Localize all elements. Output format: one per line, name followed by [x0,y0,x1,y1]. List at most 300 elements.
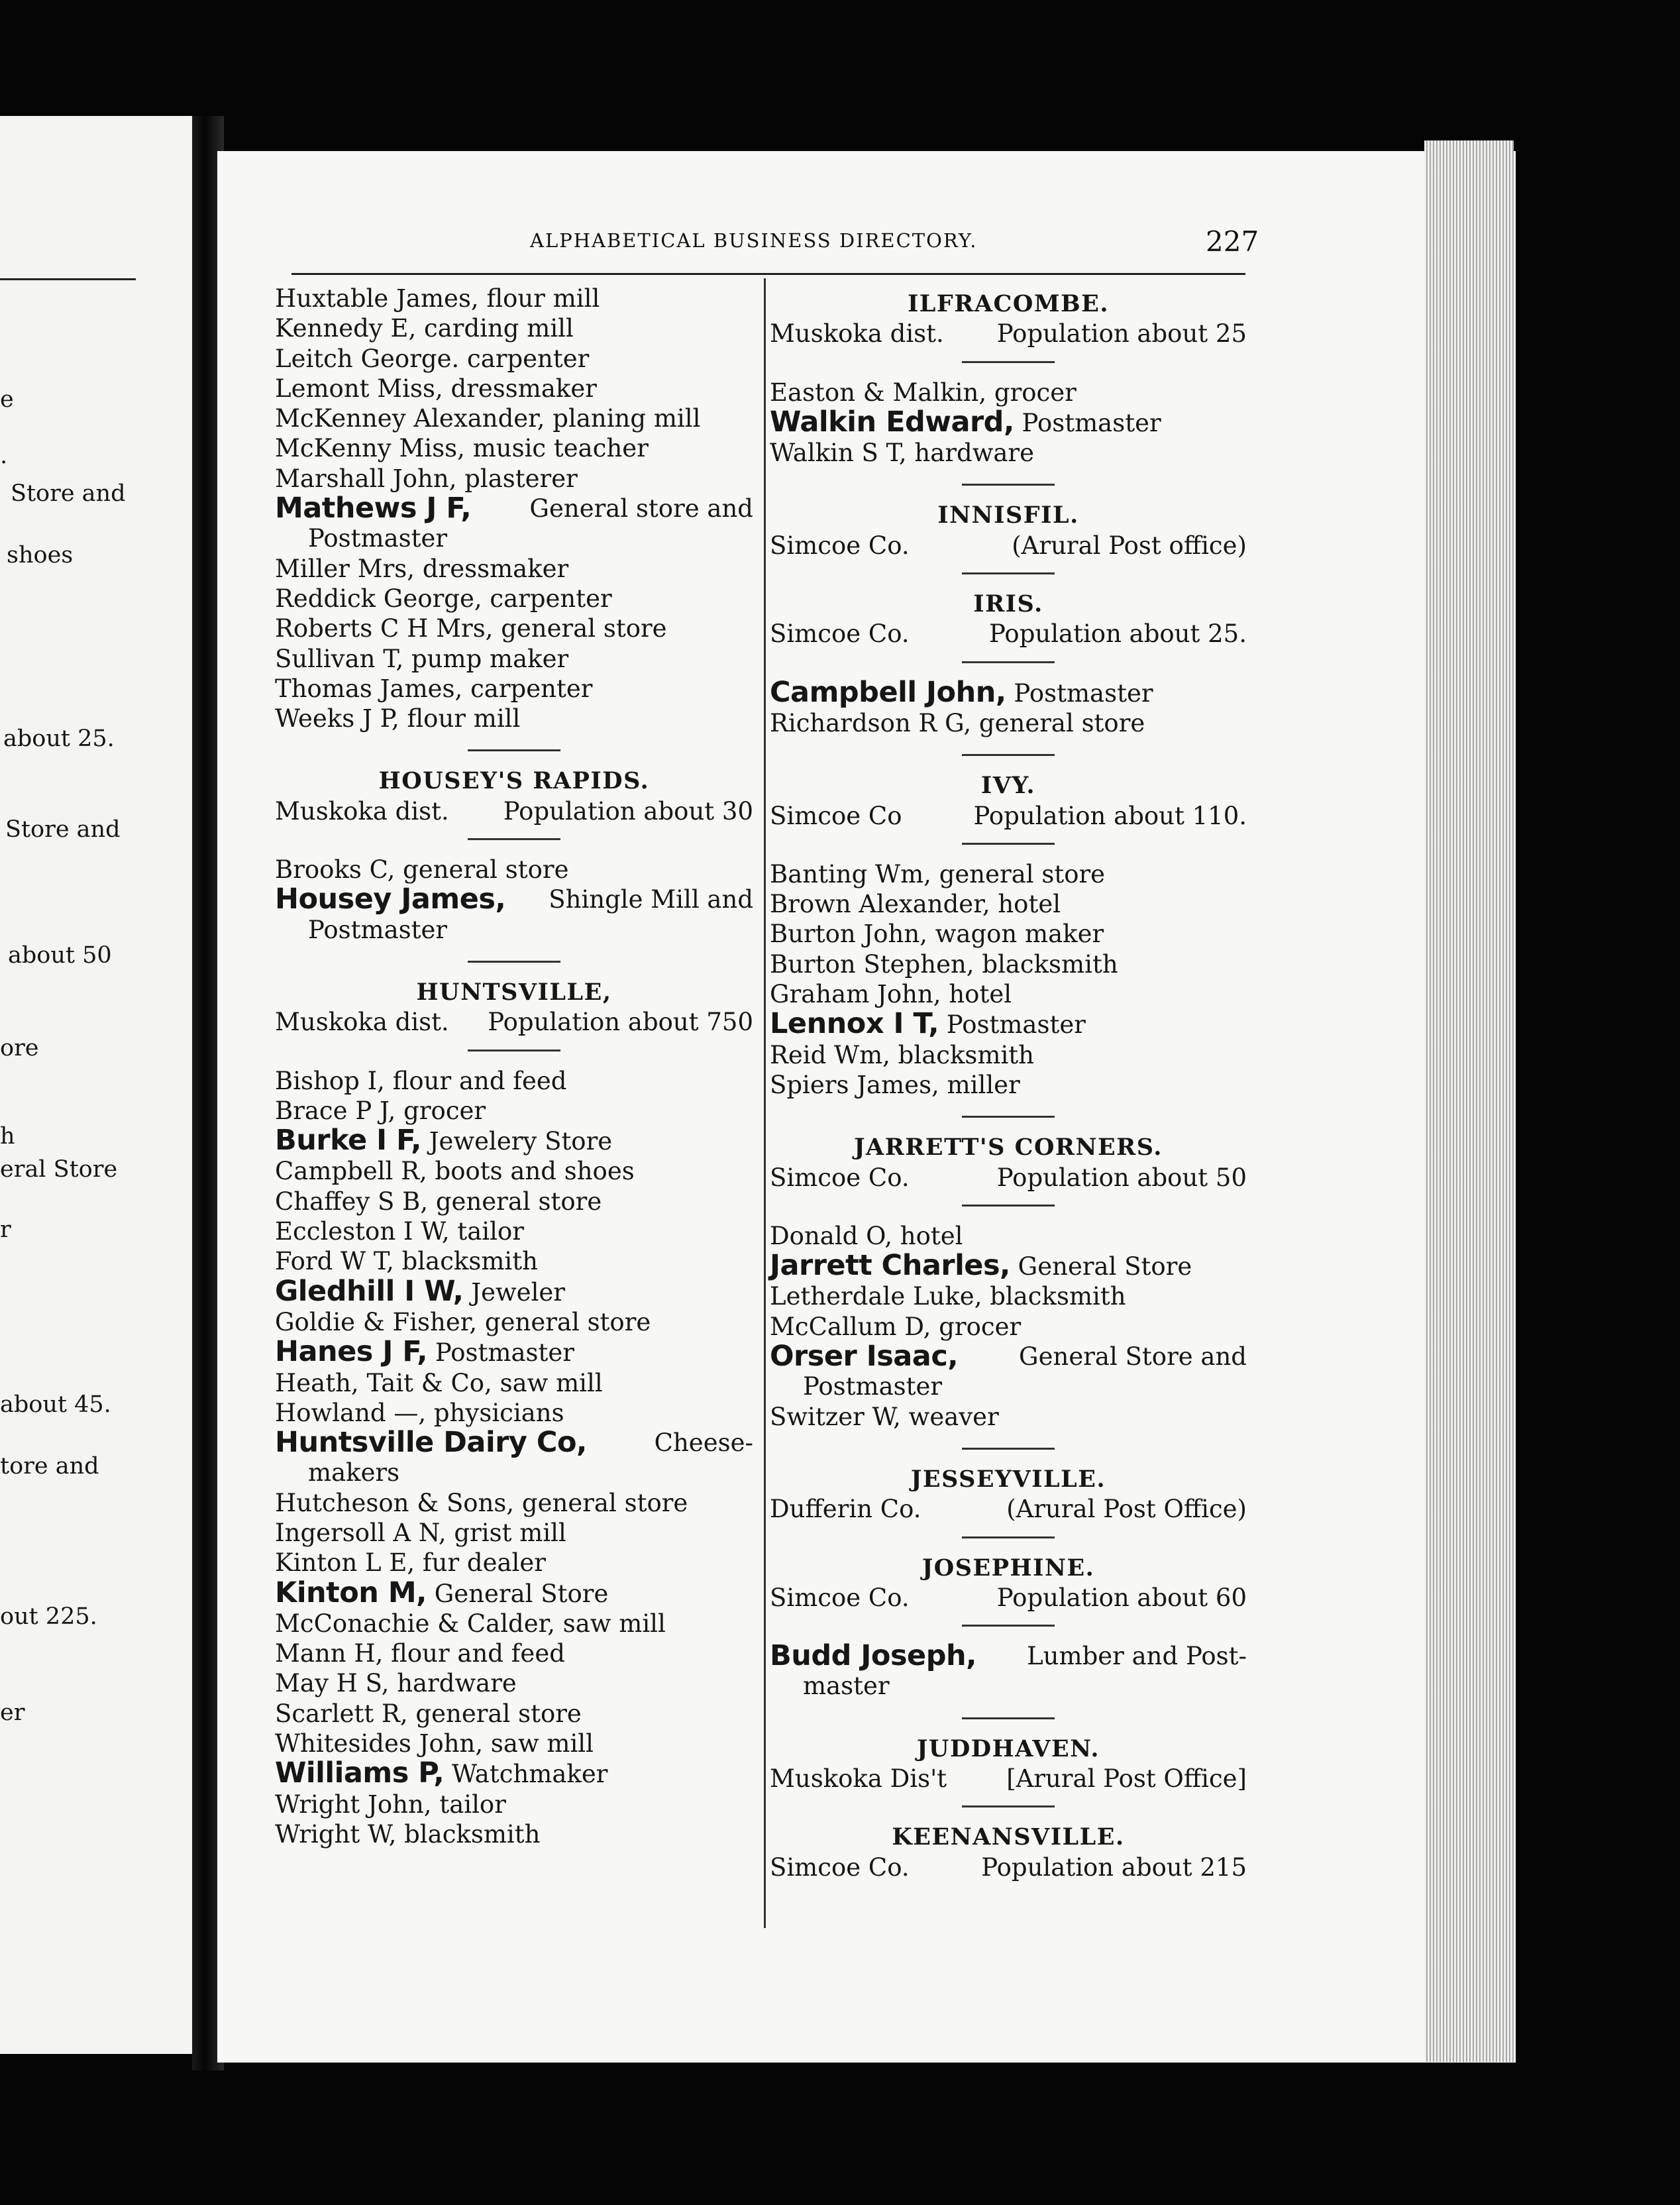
population: Population about 60 [996,1583,1247,1612]
directory-entry [275,1668,753,1698]
entry-line [275,374,597,403]
entry-line [275,1489,688,1517]
entry-description: general store [428,1187,602,1216]
population: Population about 25 [996,319,1247,349]
entry-line [275,1729,594,1758]
entry-description: General store and [521,494,753,523]
entry-name: Switzer W, [770,1402,901,1431]
directory-entry [770,378,1247,407]
entry-description: saw mill [483,1729,594,1758]
entry-description: blacksmith [396,1819,541,1849]
entry-name: Miller Mrs, [275,554,415,583]
entry-description: general store [407,1699,582,1728]
town-info [770,1494,1247,1524]
left-page-rule [0,278,136,280]
directory-entry [770,675,1247,709]
entry-name: Weeks J P, [275,704,399,733]
directory-entry [275,1368,753,1398]
entry-name: Letherdale Luke, [770,1282,982,1311]
entry-description: flour and feed [384,1066,567,1095]
directory-entry [275,1066,753,1096]
directory-entry [770,1312,1247,1342]
directory-entry [275,1274,753,1308]
entry-description: Lumber and Post- [1019,1642,1247,1671]
entry-continuation: Postmaster [308,915,448,944]
entry-name: Bishop I, [275,1066,385,1095]
separator-rule [962,1205,1055,1207]
directory-entry [275,344,753,374]
directory-entry [275,1518,753,1548]
entry-description: General Store [1010,1252,1192,1281]
county: Dufferin Co. [770,1495,921,1524]
entry-line [275,314,574,343]
entry-name-bold: Hanes J F, [275,1335,428,1369]
left-page-fragment: r [0,1216,11,1243]
entry-description: general store [931,859,1106,888]
separator-rule [962,754,1055,756]
entry-line [275,1335,574,1369]
town-info [770,801,1247,831]
directory-entry [275,644,753,674]
entry-description: Postmaster [427,1338,574,1368]
entry-line [770,1313,1021,1341]
population: [Arural Post Office] [1006,1764,1247,1793]
population: Population about 50 [996,1163,1247,1192]
entry-line [275,855,569,884]
directory-entry [275,1578,753,1609]
entry-line [275,645,568,673]
entry-list [770,1641,1247,1701]
entry-line [275,1548,546,1577]
separator-rule [962,1805,1055,1807]
entry-description: Jeweler [463,1277,565,1307]
directory-entry [770,1009,1247,1040]
entry-line [275,1217,524,1246]
population: Population about 110. [973,801,1247,830]
entry-line [275,584,612,613]
directory-entry [275,1307,753,1337]
directory-entry [275,1609,753,1639]
entry-description: hardware [906,439,1035,468]
entry-description: blacksmith [982,1282,1126,1311]
directory-entry [275,584,753,614]
entry-name: Kinton L E, [275,1548,415,1578]
directory-entry [275,1548,753,1578]
entry-description: General Store and [1011,1342,1247,1371]
town-heading: IRIS. [973,590,1043,618]
population: (Arural Post office) [1012,531,1247,560]
entry-description: flour and feed [383,1639,565,1668]
town-heading: IVY. [980,772,1036,800]
separator-rule [962,484,1055,486]
entry-line [770,860,1105,888]
directory-entry [770,889,1247,919]
entry-line [770,1071,1020,1099]
left-page-fragment: shoes [7,542,74,568]
entry-description: tailor [449,1217,524,1246]
entry-name: Wright W, [275,1819,397,1849]
entry-name: Brooks C, [275,855,395,885]
county: Simcoe Co. [770,619,910,649]
left-page-fragment: er [0,1699,25,1726]
entry-name: Lemont Miss, [275,374,443,403]
column-divider [764,278,766,1928]
entry-line [770,1041,1034,1069]
entry-name-bold: Housey James, [275,883,506,916]
entry-name-bold: Lennox I T, [770,1007,939,1041]
entry-description: weaver [900,1402,999,1431]
entry-line [770,1249,1192,1283]
entry-line [275,1097,486,1125]
entry-name: May H S, [275,1669,390,1698]
entry-description: grocer [931,1312,1022,1341]
town-info [275,1007,753,1037]
entry-name: Banting Wm, [770,859,931,888]
entry-name-bold: Campbell John, [770,675,1006,709]
entry-name: McKenney Alexander, [275,404,545,433]
entry-line [770,378,1076,407]
entry-name: Heath, Tait & Co, [275,1368,492,1397]
entry-description: wagon maker [927,920,1104,949]
entry-line [275,1124,613,1157]
left-page-fragment: out 225. [0,1603,97,1630]
entry-continuation: master [803,1672,890,1701]
entry-line [275,404,700,433]
separator-rule [962,1448,1055,1450]
directory-entry [275,1790,753,1819]
left-page-fragment: eral Store [0,1156,118,1183]
population: Population about 215 [981,1853,1247,1882]
entry-name: Walkin S T, [770,439,907,468]
directory-entry [275,433,753,463]
directory-entry [770,407,1247,438]
entry-line [275,555,568,583]
directory-entry [275,403,753,433]
directory-entry [275,494,753,554]
entry-name: Richardson R G, [770,708,972,737]
entry-description: blacksmith [890,1040,1035,1069]
entry-line [275,704,520,733]
separator-rule [962,361,1055,363]
directory-entry [275,1246,753,1276]
town-heading: JOSEPHINE. [921,1554,1095,1582]
entry-name: Leitch George. [275,344,460,373]
page-number: 227 [1206,225,1259,258]
directory-entry [275,1639,753,1668]
separator-rule [962,661,1055,663]
right-column [770,284,1247,1882]
directory-entry [770,919,1247,949]
town-heading: JESSEYVILLE. [910,1465,1106,1493]
page-edges [1424,140,1514,2062]
directory-entry [275,1156,753,1186]
directory-entry [770,1040,1247,1070]
entry-name: Roberts C H Mrs, [275,614,494,643]
town-info [770,1764,1247,1794]
county: Simcoe Co. [770,1853,910,1882]
entry-line [275,614,667,643]
entry-name: Reid Wm, [770,1040,890,1069]
entry-name: Burton John, [770,920,927,949]
entry-name-bold: Huntsville Dairy Co, [275,1426,587,1460]
entry-description: saw mill [492,1368,603,1397]
entry-description: blacksmith [394,1247,538,1276]
entry-line [275,434,649,462]
entry-line [770,1282,1126,1311]
separator-rule [468,1049,560,1051]
directory-entry [275,1699,753,1729]
entry-name-bold: Jarrett Charles, [770,1249,1010,1283]
town-heading: INNISFIL. [937,502,1079,529]
entry-name: McCallum D, [770,1312,931,1341]
entry-line [275,284,600,313]
town-info [275,796,753,826]
entry-description: Shingle Mill and [541,885,753,914]
entry-description: carpenter [482,584,612,613]
entry-line [770,675,1153,709]
entry-description: general store [971,708,1145,737]
entry-name: Howland —, [275,1398,427,1427]
entry-name: Campbell R, [275,1157,427,1186]
entry-description: grist mill [446,1518,566,1547]
entry-line [770,439,1034,467]
town-info [770,1853,1247,1882]
directory-entry [275,1398,753,1428]
entry-name: Burton Stephen, [770,949,974,979]
directory-entry [770,859,1247,889]
entry-description: Postmaster [1014,408,1161,437]
entry-name: Sullivan T, [275,644,404,673]
entry-name: Ford W T, [275,1247,394,1276]
directory-entry [275,1758,753,1789]
entry-line [770,920,1104,948]
entry-line [770,709,1145,737]
entry-line [275,345,589,373]
directory-entry [770,708,1247,738]
entry-name: Marshall John, [275,464,457,493]
entry-description: hotel [892,1221,963,1250]
entry-name-bold: Walkin Edward, [770,405,1014,439]
entry-line [275,1820,540,1849]
left-page-fragment: h [0,1123,15,1150]
entry-description: dressmaker [415,554,569,583]
population: Population about 25. [989,619,1247,649]
entry-description: flour mill [478,284,600,313]
county: Muskoka dist. [275,1008,449,1037]
entry-name: Kennedy E, [275,314,417,343]
directory-entry [770,1221,1247,1251]
directory-entry [275,554,753,584]
entry-description: carpenter [462,674,593,703]
directory-entry [770,949,1247,979]
entry-name-bold: Budd Joseph, [770,1639,976,1673]
left-page-fragment: e [0,386,14,413]
separator-rule [962,1625,1055,1627]
entry-name-bold: Kinton M, [275,1576,427,1609]
entry-description: boots and shoes [427,1157,635,1186]
entry-description: Watchmaker [444,1760,608,1789]
directory-entry [275,704,753,733]
entry-line [275,1609,666,1638]
separator-rule [962,1116,1055,1118]
entry-name: Mann H, [275,1639,384,1668]
directory-entry [770,1641,1247,1701]
entry-description: hardware [389,1669,517,1698]
entry-line [275,494,753,523]
entry-list [770,859,1247,1100]
entry-line [275,464,578,493]
entry-list [275,1066,753,1850]
entry-description: miller [939,1070,1020,1099]
left-page-fragment: about 50 [8,942,112,969]
directory-entry [275,1216,753,1246]
directory-entry [770,1281,1247,1311]
entry-description: saw mill [555,1609,666,1638]
entry-description: physicians [426,1398,564,1427]
directory-entry [275,284,753,313]
entry-list [770,378,1247,468]
directory-entry [275,1488,753,1518]
entry-description: hotel [941,980,1012,1009]
left-page-fragment: about 45. [0,1391,111,1418]
entry-name: Spiers James, [770,1070,939,1099]
entry-description: hotel [990,890,1061,919]
entry-line [275,1274,565,1308]
entry-description: plasterer [456,464,578,493]
entry-line [275,1639,565,1668]
left-page-fragment: tore and [0,1453,99,1479]
directory-entry [275,464,753,494]
entry-line [275,1699,582,1728]
entry-name: McConachie & Calder, [275,1609,555,1638]
entry-description: carpenter [459,344,590,373]
town-info [770,1583,1247,1613]
entry-line [770,1342,1247,1371]
left-page-fragment: Store and [11,480,126,507]
entry-description: grocer [986,378,1076,407]
entry-name: Thomas James, [275,674,463,703]
town-info [770,619,1247,649]
left-page-fragment: about 25. [3,726,115,752]
entry-description: Cheese- [646,1428,753,1458]
county: Simcoe Co [770,801,902,830]
entry-description: general store [477,1307,651,1336]
county: Muskoka Dis't [770,1764,947,1793]
entry-continuation: makers [308,1458,400,1487]
entry-line [275,1067,566,1095]
town-info [770,319,1247,349]
entry-description: carding mill [416,314,574,343]
separator-rule [468,749,560,751]
entry-description: tailor [431,1790,506,1819]
entry-name-bold: Gledhill I W, [275,1274,464,1308]
entry-line [275,885,753,914]
separator-rule [962,572,1055,574]
entry-description: General Store [426,1579,609,1608]
population: (Arural Post Office) [1006,1495,1247,1524]
entry-description: general store [395,855,569,885]
directory-entry [275,1187,753,1216]
directory-entry [275,313,753,343]
entry-line [770,1222,963,1250]
entry-description: music teacher [464,434,649,463]
directory-entry [770,1402,1247,1432]
separator-rule [962,1717,1055,1719]
entry-list [275,855,753,945]
entry-name: Wright John, [275,1790,432,1819]
directory-entry [770,1342,1247,1402]
directory-entry [275,1337,753,1368]
directory-entry [770,979,1247,1009]
entry-name: Eccleston I W, [275,1217,450,1246]
entry-line [770,1007,1086,1041]
separator-rule [962,1536,1055,1538]
entry-description: pump maker [403,644,569,673]
town-info [770,531,1247,561]
entry-description: Postmaster [1006,678,1153,708]
entry-name: Graham John, [770,980,941,1009]
county: Simcoe Co. [770,531,910,560]
county: Muskoka dist. [770,319,944,349]
separator-rule [962,843,1055,845]
entry-description: blacksmith [974,949,1118,979]
town-heading: JUDDHAVEN. [916,1735,1100,1762]
population: Population about 30 [503,796,753,826]
directory-entry [275,885,753,945]
entry-description: Jewelery Store [421,1127,613,1156]
entry-description: planing mill [545,404,701,433]
entry-line [770,890,1061,918]
entry-name: Donald O, [770,1221,893,1250]
entry-list-continued [275,284,753,733]
running-header: ALPHABETICAL BUSINESS DIRECTORY. [530,229,978,252]
separator-rule [468,838,560,840]
entry-line [275,674,592,703]
entry-line [275,1428,753,1458]
entry-continuation: Postmaster [803,1372,943,1401]
entry-line [275,1369,603,1397]
left-page-fragment: . [0,443,8,469]
left-column [275,284,753,1849]
directory-entry [275,1126,753,1156]
entry-name-bold: Mathews J F, [275,492,472,525]
entry-description: dressmaker [443,374,597,403]
left-page-fragment: ore [0,1035,39,1061]
directory-entry [275,674,753,704]
entry-line [275,1576,609,1609]
entry-name: Goldie & Fisher, [275,1307,478,1336]
left-page-fragment: Store and [5,816,121,843]
separator-rule [468,961,560,963]
county: Simcoe Co. [770,1583,910,1612]
directory-entry [275,1729,753,1758]
population: Population about 750 [488,1008,753,1037]
entry-name: Reddick George, [275,584,482,613]
entry-line [275,1157,635,1185]
entry-description: fur dealer [415,1548,546,1578]
directory-entry [770,1251,1247,1281]
county: Simcoe Co. [770,1163,910,1192]
entry-name: Brown Alexander, [770,890,990,919]
entry-name: Chaffey S B, [275,1187,429,1216]
entry-line [770,1403,999,1431]
entry-line [275,1247,538,1275]
directory-entry [275,1819,753,1849]
entry-line [770,980,1012,1008]
entry-line [275,1756,608,1790]
entry-line [275,1790,506,1819]
entry-description: general store [514,1488,688,1517]
